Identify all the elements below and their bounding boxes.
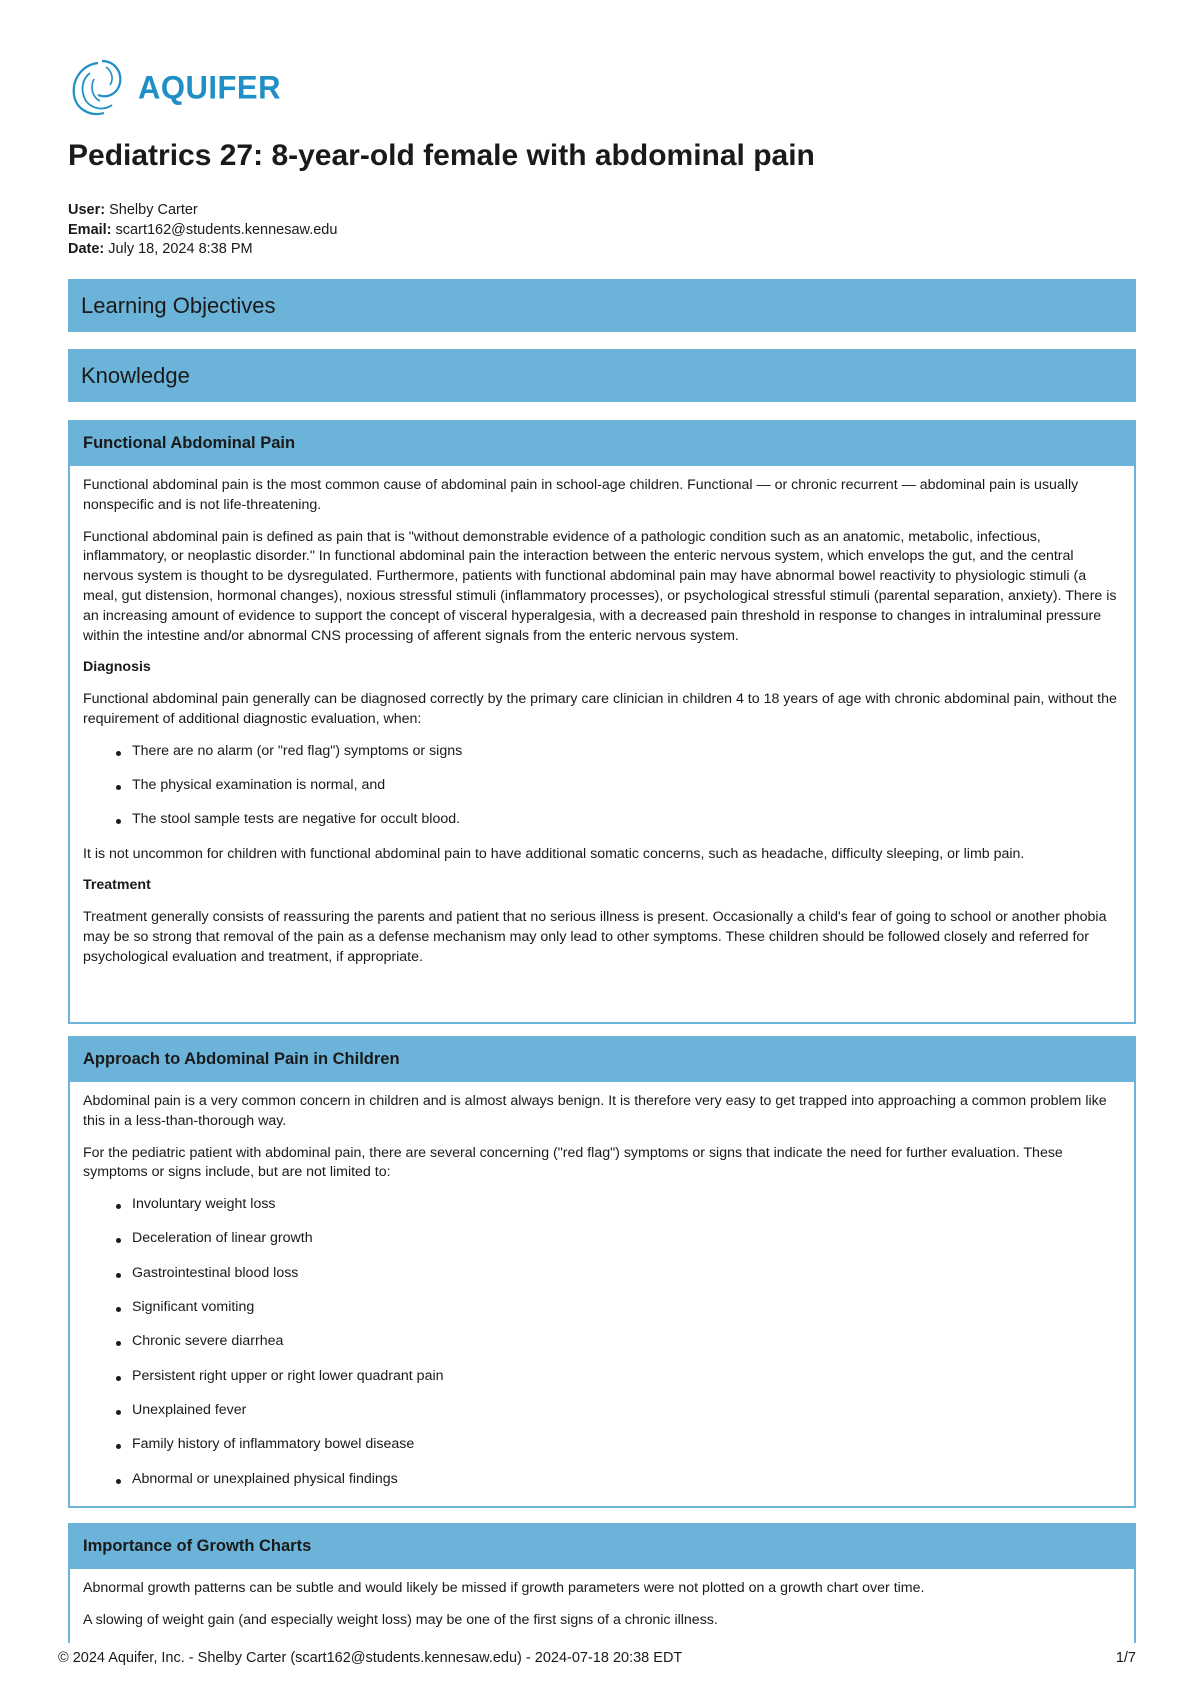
list-item: The stool sample tests are negative for occult blood. [132, 810, 1121, 830]
meta-email-label: Email: [68, 221, 112, 238]
approach-body [70, 1082, 1134, 1489]
meta-user [68, 201, 337, 221]
growth-charts-section [68, 1523, 1136, 1643]
page-footer [58, 1650, 1136, 1666]
diagnosis-subheading: Diagnosis [83, 659, 151, 676]
paragraph: Abnormal growth patterns can be subtle and would likely be missed if growth parameters were not plotted on a growth chart over time. [83, 1580, 925, 1596]
meta-email-value: scart162@students.kennesaw.edu [115, 221, 338, 238]
list-item: Involuntary weight loss [132, 1195, 1121, 1215]
paragraph: Functional abdominal pain is the most common cause of abdominal pain in school-age children. Functional — or chronic recurrent — abdominal pain is usually nonspecific and is not life-threatening. [83, 477, 1079, 513]
list-item: Unexplained fever [132, 1401, 1121, 1421]
meta-email [68, 221, 337, 241]
page-title: Pediatrics 27: 8-year-old female with abdominal pain [68, 139, 815, 172]
paragraph: A slowing of weight gain (and especially weight loss) may be one of the first signs of a chronic illness. [83, 1611, 718, 1628]
list-item: Gastrointestinal blood loss [132, 1264, 1121, 1284]
meta-date [68, 240, 337, 260]
diagnosis-criteria-list [83, 742, 1121, 830]
functional-abdominal-pain-section [68, 420, 1136, 1024]
list-item: Significant vomiting [132, 1298, 1121, 1318]
paragraph: Functional abdominal pain is defined as pain that is "without demonstrable evidence of a pathologic condition such as an anatomic, metabolic, infectious, inflammatory, or neoplastic disorder." In functional abdominal pain the interaction between the enteric nervous system, which envelops the gut, and the central nervous system is thought to be dysregulated. Furthermore, patients with functional abdominal pain may have abnormal bowel reactivity to physiologic stimuli (a meal, gut distension, hormonal changes), noxious stressful stimuli (inflammatory processes), or psychological stressful stimuli (parental separation, anxiety). There is an increasing amount of evidence to support the concept of visceral hyperalgesia, with a decreased pain threshold in response to changes in intraluminal pressure within the intestine and/or abnormal CNS processing of afferent signals from the enteric nervous system. [83, 528, 1117, 644]
meta-user-value: Shelby Carter [109, 202, 198, 218]
functional-abdominal-pain-body [70, 466, 1134, 968]
paragraph: It is not uncommon for children with functional abdominal pain to have additional somatic concerns, such as headache, difficulty sleeping, or limb pain. [83, 845, 1025, 862]
paragraph: Treatment generally consists of reassuring the parents and patient that no serious illness is present. Occasionally a child's fear of going to school or another phobia may be so strong that removal of the pain as a defense mechanism may only lead to other symptoms. These children should be followed closely and referred for psychological evaluation and treatment, if appropriate. [83, 909, 1107, 965]
meta-date-value: July 18, 2024 8:38 PM [108, 241, 253, 257]
approach-section [68, 1036, 1136, 1508]
brand-name: AQUIFER [138, 69, 281, 106]
list-item: The physical examination is normal, and [132, 776, 1121, 796]
list-item: Abnormal or unexplained physical findings [132, 1470, 1121, 1490]
growth-charts-heading: Importance of Growth Charts [70, 1523, 1134, 1569]
functional-abdominal-pain-heading: Functional Abdominal Pain [70, 420, 1134, 466]
meta-user-label: User: [68, 202, 106, 218]
footer-copyright: © 2024 Aquifer, Inc. - Shelby Carter (scart162@students.kennesaw.edu) - 2024-07-18 20:38 EDT [58, 1650, 683, 1666]
red-flag-list [83, 1195, 1121, 1489]
meta-date-label: Date: [68, 241, 105, 257]
list-item: Chronic severe diarrhea [132, 1332, 1121, 1352]
aquifer-swirl-logo-icon [68, 57, 134, 119]
document-meta [68, 201, 337, 260]
list-item: Persistent right upper or right lower quadrant pain [132, 1367, 1121, 1387]
growth-charts-body [70, 1569, 1134, 1631]
page-number: 1/7 [1115, 1650, 1136, 1666]
brand-logo [68, 56, 281, 120]
paragraph: For the pediatric patient with abdominal pain, there are several concerning ("red flag") symptoms or signs that indicate the need for further evaluation. These symptoms or signs include, but are not limited to: [83, 1144, 1063, 1181]
treatment-subheading: Treatment [83, 877, 151, 894]
approach-heading: Approach to Abdominal Pain in Children [70, 1036, 1134, 1082]
knowledge-band: Knowledge [68, 349, 1136, 402]
list-item: There are no alarm (or "red flag") symptoms or signs [132, 742, 1121, 762]
list-item: Deceleration of linear growth [132, 1229, 1121, 1249]
list-item: Family history of inflammatory bowel disease [132, 1435, 1121, 1455]
learning-objectives-band: Learning Objectives [68, 279, 1136, 332]
paragraph: Abdominal pain is a very common concern in children and is almost always benign. It is therefore very easy to get trapped into approaching a common problem like this in a less-than-thorough way. [83, 1093, 1107, 1129]
paragraph: Functional abdominal pain generally can be diagnosed correctly by the primary care clinician in children 4 to 18 years of age with chronic abdominal pain, without the requirement of additional diagnostic evaluation, when: [83, 691, 1117, 727]
